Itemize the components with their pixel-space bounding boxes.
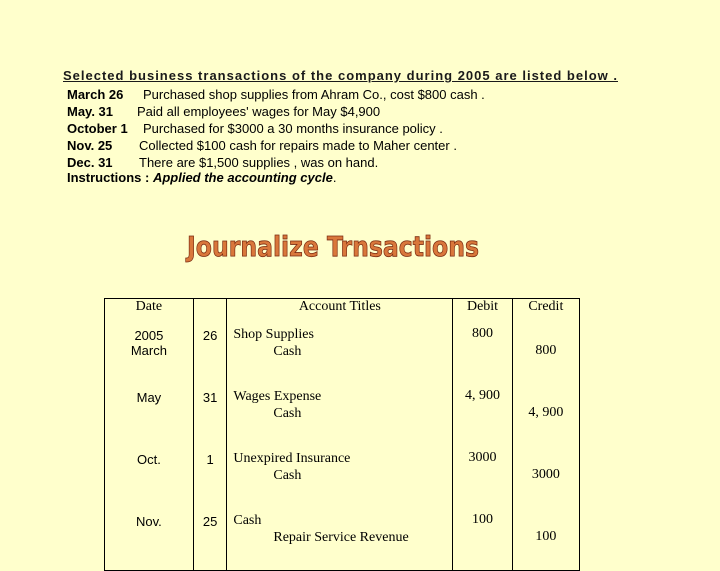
transaction-description: Purchased for $3000 a 30 months insurance policy . — [143, 121, 443, 136]
transaction-date: March 26 — [67, 87, 124, 102]
credit-amount: 4, 900 — [512, 384, 579, 446]
entry-accounts — [227, 508, 453, 571]
entry-date-line1: Nov. — [136, 514, 162, 529]
credit-amount: 100 — [512, 508, 579, 571]
transaction-description: Purchased shop supplies from Ahram Co., cost $800 cash . — [143, 87, 485, 102]
wordart-title — [185, 218, 485, 264]
credit-account: Repair Service Revenue — [273, 530, 409, 545]
entry-day: 25 — [193, 508, 227, 571]
entry-date — [105, 384, 194, 446]
transaction-line — [67, 154, 378, 171]
instructions-suffix: . — [332, 170, 337, 185]
entry-day: 26 — [193, 322, 227, 384]
transaction-description: Paid all employees' wages for May $4,900 — [137, 104, 381, 119]
journal-table — [104, 298, 580, 571]
transaction-date: Nov. 25 — [67, 138, 113, 153]
entry-date-line1: May — [136, 390, 162, 405]
transaction-description: Collected $100 cash for repairs made to Maher center . — [139, 138, 457, 153]
header-account-titles: Account Titles — [227, 299, 453, 323]
transaction-line — [67, 86, 485, 103]
header-day — [193, 299, 227, 323]
entry-accounts — [227, 322, 453, 384]
entry-accounts — [227, 384, 453, 446]
credit-amount: 3000 — [512, 446, 579, 508]
header-date: Date — [105, 299, 194, 323]
instructions — [67, 170, 336, 185]
journal-row — [105, 446, 580, 508]
debit-account: Unexpired Insurance — [233, 451, 351, 466]
entry-accounts — [227, 446, 453, 508]
debit-amount: 4, 900 — [453, 384, 512, 446]
entry-day: 1 — [193, 446, 227, 508]
transaction-date: Dec. 31 — [67, 155, 113, 170]
entry-date — [105, 446, 194, 508]
transaction-description: There are $1,500 supplies , was on hand. — [139, 155, 379, 170]
entry-day: 31 — [193, 384, 227, 446]
transaction-line — [67, 137, 457, 154]
journal-row — [105, 384, 580, 446]
journal-row — [105, 322, 580, 384]
entry-date-line1: 2005 — [134, 328, 164, 343]
credit-account: Cash — [273, 344, 302, 359]
transaction-line — [67, 120, 443, 137]
debit-amount: 800 — [453, 322, 512, 384]
header-debit: Debit — [453, 299, 512, 323]
transaction-date: May. 31 — [67, 104, 114, 119]
journal-row — [105, 508, 580, 571]
instructions-value: Applied the accounting cycle — [152, 170, 333, 185]
debit-account: Wages Expense — [233, 389, 322, 404]
debit-amount: 100 — [453, 508, 512, 571]
journal-header-row — [105, 299, 580, 323]
page-heading: Selected business transactions of the company during 2005 are listed below . — [63, 68, 618, 83]
credit-account: Cash — [273, 468, 302, 483]
entry-date — [105, 322, 194, 384]
debit-account: Cash — [233, 513, 262, 528]
credit-account: Cash — [273, 406, 302, 421]
entry-date-line1: Oct. — [136, 452, 161, 467]
wordart-title-text: Journalize Trnsactions — [185, 230, 479, 263]
debit-account: Shop Supplies — [233, 327, 314, 342]
header-credit: Credit — [512, 299, 579, 323]
entry-date — [105, 508, 194, 571]
instructions-label: Instructions : — [67, 170, 153, 185]
entry-date-line2: March — [130, 343, 167, 358]
debit-amount: 3000 — [453, 446, 512, 508]
transaction-line — [67, 103, 380, 120]
transaction-date: October 1 — [67, 121, 128, 136]
credit-amount: 800 — [512, 322, 579, 384]
